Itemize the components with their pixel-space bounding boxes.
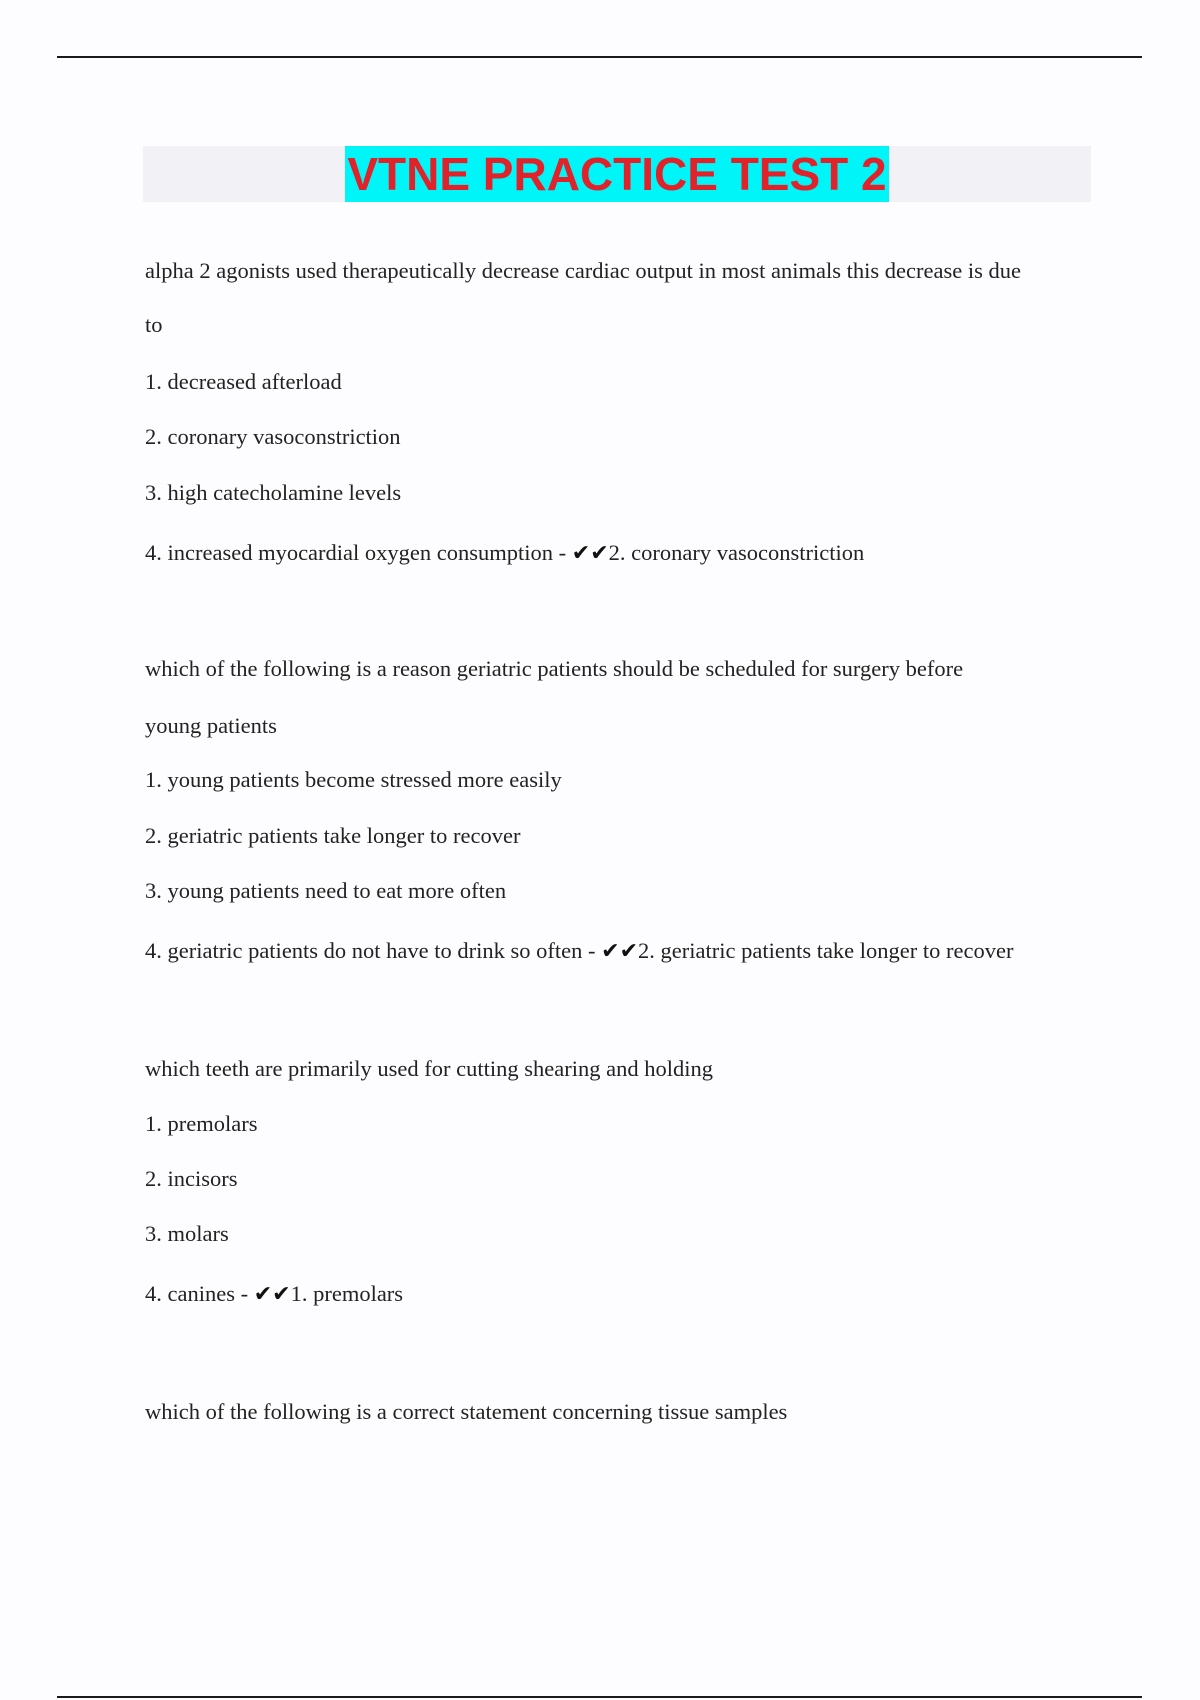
question-3-option-2: 2. incisors	[145, 1166, 238, 1191]
question-1-stem-line-2: to	[145, 312, 163, 337]
question-2-option-2: 2. geriatric patients take longer to recover	[145, 823, 521, 848]
question-1-stem-line-1: alpha 2 agonists used therapeutically decrease cardiac output in most animals this decrease is due	[145, 258, 1021, 283]
question-3-option-4: 4. canines -	[145, 1281, 254, 1306]
question-2-option-4-with-answer	[145, 936, 1013, 967]
header-rule	[57, 56, 1142, 58]
question-1-option-4-with-answer	[145, 538, 864, 569]
question-1-option-2: 2. coronary vasoconstriction	[145, 424, 401, 449]
footer-rule	[57, 1696, 1142, 1698]
question-2-stem-line-1: which of the following is a reason geriatric patients should be scheduled for surgery before	[145, 656, 964, 681]
question-1-option-3: 3. high catecholamine levels	[145, 480, 402, 505]
question-2-option-1: 1. young patients become stressed more easily	[145, 767, 562, 792]
question-3-answer: 1. premolars	[290, 1281, 404, 1306]
question-3-stem: which teeth are primarily used for cutting shearing and holding	[145, 1056, 713, 1081]
question-3-option-4-with-answer	[145, 1279, 403, 1310]
question-2-option-3: 3. young patients need to eat more often	[145, 878, 507, 903]
question-1-option-1: 1. decreased afterload	[145, 369, 342, 394]
question-1-answer: 2. coronary vasoconstriction	[608, 540, 865, 565]
check-icon: ✔✔	[253, 1282, 291, 1307]
question-2-answer: 2. geriatric patients take longer to recover	[638, 938, 1014, 963]
check-icon: ✔✔	[571, 541, 609, 566]
question-3-option-3: 3. molars	[145, 1221, 229, 1246]
question-2-stem-line-2: young patients	[145, 713, 277, 738]
question-1-option-4: 4. increased myocardial oxygen consumption -	[145, 540, 572, 565]
document-title: VTNE PRACTICE TEST 2	[347, 148, 887, 200]
check-icon: ✔✔	[601, 939, 639, 964]
question-4-stem: which of the following is a correct statement concerning tissue samples	[145, 1399, 788, 1424]
question-2-option-4: 4. geriatric patients do not have to drink so often -	[145, 938, 602, 963]
title-band	[143, 146, 1091, 202]
question-3-option-1: 1. premolars	[145, 1111, 258, 1136]
